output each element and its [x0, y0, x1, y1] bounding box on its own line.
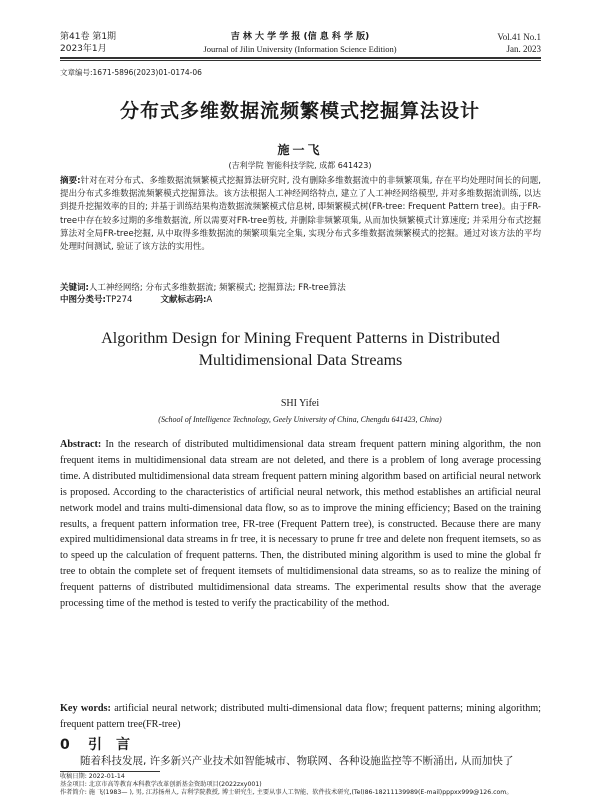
doc-code-label: 文献标志码:: [160, 295, 207, 305]
en-title: [60, 328, 541, 372]
en-keywords: [60, 701, 541, 733]
header-volume-cn: 第41卷 第1期: [60, 32, 117, 42]
cn-abstract: [60, 175, 541, 254]
footnote-bio: 作者简介: 施 飞(1983— ), 男, 江苏扬州人, 吉利学院教授, 博士研究生, 主要从事人工智能、软件技术研究,(Tel)86-18211139989(E-mail)pppxx999@126.com。: [60, 789, 513, 796]
cn-abstract-text: 针对在对分布式、多维数据流频繁模式挖掘算法研究时, 没有删除多维数据流中的非频繁项集, 存在平均处理时间长的问题, 提出分布式多维数据流频繁模式挖掘算法。该方法根据人工神经网络特点, 建立了人工神经网络模型, 并对多维数据流训练, 以达到提升挖掘效率的目的; 并基于训练结果构造数据流频繁模式信息树, 即频繁模式树(FR-tree: Frequent Pattern tree)。由于FR-tree中存在较多过期的多维数据流, 所以需要对FR-tree剪枝, 并删除非频繁项集, 从而加快频繁模式计算速度; 并采用分布式挖掘算法对全局FR-tree挖掘, 从中取得多维数据流的频繁项集完全集, 实现分布式多维数据流频繁模式的挖掘。通过对该方法的平均处理时间测试, 验证了该方法的实用性。: [60, 176, 541, 253]
doc-code-value: A: [206, 295, 213, 305]
footnote-received: 收稿日期: 2022-01-14: [60, 773, 125, 780]
header-volume-en: Vol.41 No.1: [497, 32, 541, 42]
en-author: SHI Yifei: [280, 398, 320, 409]
en-keywords-text: artificial neural network; distributed multi-dimensional data flow; frequent patterns; mining algorithm; frequent pattern tree(FR-tree): [60, 703, 541, 730]
header-date-cn: 2023年1月: [60, 44, 107, 54]
en-title-line1: Algorithm Design for Mining Frequent Patterns in Distributed: [101, 330, 500, 347]
footnote-fund: 基金项目: 北京市高等教育本科教学改革创新基金资助项目(2022zxy001): [60, 781, 262, 788]
header-date-en: Jan. 2023: [506, 44, 541, 54]
cn-keywords-text: 人工神经网络; 分布式多维数据流; 频繁模式; 挖掘算法; FR-tree算法: [88, 283, 346, 293]
section-title: 引言: [88, 737, 144, 753]
header-journal-en: Journal of Jilin University (Information Science Edition): [203, 44, 397, 54]
section-heading: [60, 734, 144, 754]
cn-abstract-label: 摘要:: [60, 176, 81, 186]
en-keywords-label: Key words:: [60, 703, 111, 714]
en-title-line2: Multidimensional Data Streams: [198, 352, 403, 369]
cn-classification: [60, 294, 541, 306]
clc-value: TP274: [105, 295, 133, 305]
header-rule-thick: [60, 57, 541, 59]
en-abstract-text: In the research of distributed multidimensional data stream frequent pattern mining algorithm, the non frequent items in multidimensional data stream are not deleted, and there is a problem of long average processing time. A distributed multidimensional data stream frequent pattern mining algorithm based on artificial neural network is proposed. According to the characteristics of artificial neural network, this method establishes an artificial neural network model and trains multi-dimensional data flow, so as to improve the mining efficiency; Based on the training results, a frequent pattern information tree, FR-tree (Frequent Pattern tree), is constructed. Because there are many expired multidimensional data streams in fr tree, it is necessary to prune fr tree and delete non frequent itemsets, so as to speed up the calculation of frequent patterns. Then, the distributed mining algorithm is used to mine the global fr tree to obtain the complete set of frequent itemsets of multidimensional data streams, so as to realize the mining of frequent patterns of distributed multidimensional data streams. The experimental results show that the average processing time of the method is tested to verify the practicability of the method.: [60, 439, 541, 610]
cn-author: 施一飞: [277, 143, 323, 157]
body-first-line: 随着科技发展, 许多新兴产业技术如智能城市、物联网、各种设施监控等不断涌出, 从而加快了: [80, 755, 514, 767]
clc-label: 中图分类号:: [60, 295, 106, 305]
header-journal-cn: 吉 林 大 学 学 报 (信 息 科 学 版): [230, 32, 370, 42]
header-rule-thin: [60, 60, 541, 61]
article-id: 文章编号:1671-5896(2023)01-0174-06: [60, 68, 202, 77]
en-affiliation: (School of Intelligence Technology, Geely University of China, Chengdu 641423, China): [158, 415, 442, 424]
cn-keywords: [60, 282, 541, 294]
en-abstract: [60, 437, 541, 612]
footnote-rule: [60, 771, 160, 772]
en-abstract-label: Abstract:: [60, 439, 102, 450]
cn-title: 分布式多维数据流频繁模式挖掘算法设计: [119, 100, 480, 122]
section-number: 0: [60, 737, 70, 753]
cn-keywords-label: 关键词:: [60, 283, 89, 293]
cn-affiliation: (吉利学院 智能科技学院, 成都 641423): [228, 161, 372, 170]
footnotes: [60, 773, 541, 797]
